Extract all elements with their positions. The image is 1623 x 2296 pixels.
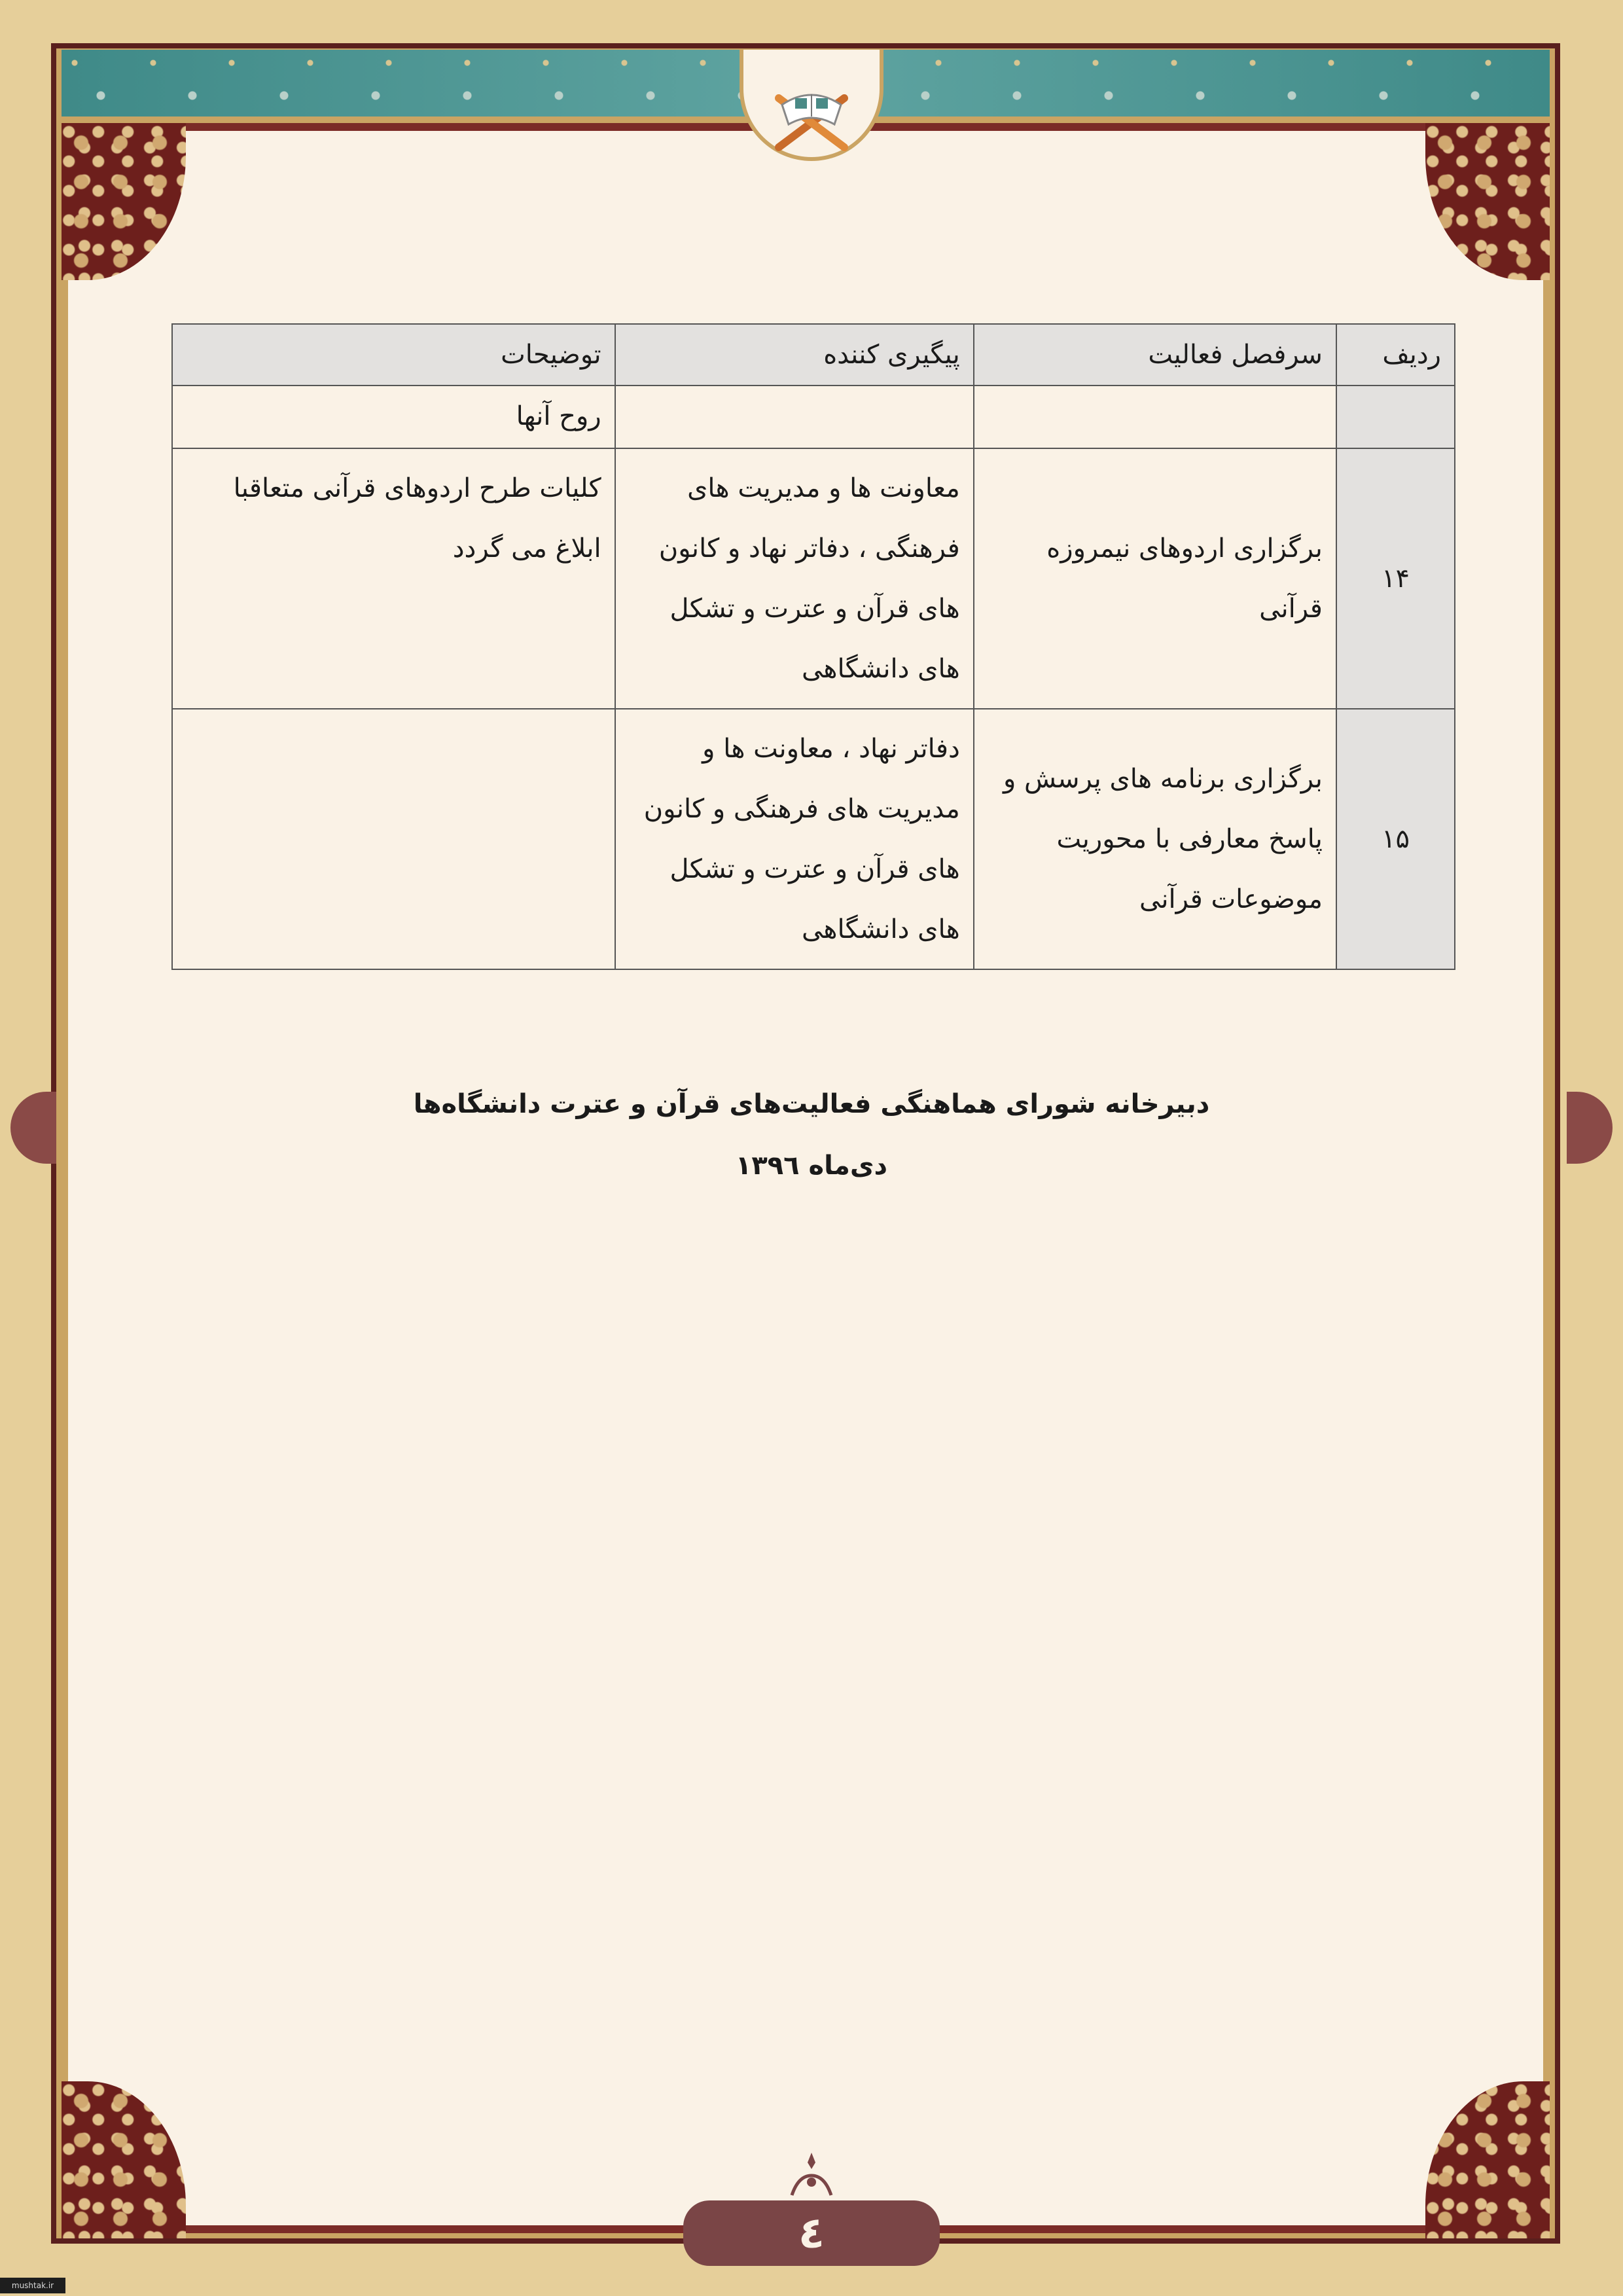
table-row xyxy=(172,386,1455,448)
header-peygiri: پیگیری کننده xyxy=(615,324,974,386)
cell-peygiri: معاونت ها و مدیریت های فرهنگی ، دفاتر نهاد و کانون های قرآن و عترت و تشکل های دانشگاهی xyxy=(615,448,974,709)
cell-radif: ۱۵ xyxy=(1336,709,1455,969)
cell-sarfasl: برگزاری برنامه های پرسش و پاسخ معارفی با محوریت موضوعات قرآنی xyxy=(974,709,1336,969)
signature-block xyxy=(327,1073,1296,1196)
cell-tozihat xyxy=(172,709,615,969)
table-row xyxy=(172,709,1455,969)
secretariat-title: دبیرخانه شورای هماهنگی فعالیت‌های قرآن و عترت دانشگاه‌ها xyxy=(413,1089,1210,1119)
page-number-badge: ٤ xyxy=(683,2200,940,2266)
document-date: دی‌ماه ١٣٩٦ xyxy=(735,1151,888,1181)
cell-radif: ۱۴ xyxy=(1336,448,1455,709)
page-badge-ornament-icon xyxy=(785,2149,838,2202)
table-header-row xyxy=(172,324,1455,386)
activities-table xyxy=(171,323,1455,970)
watermark-label: mushtak.ir xyxy=(0,2278,65,2293)
right-gold-line xyxy=(1543,123,1550,2231)
cell-sarfasl xyxy=(974,386,1336,448)
cell-peygiri xyxy=(615,386,974,448)
cell-tozihat: کلیات طرح اردوهای قرآنی متعاقبا ابلاغ می گردد xyxy=(172,448,615,709)
header-radif: ردیف xyxy=(1336,324,1455,386)
cell-sarfasl: برگزاری اردوهای نیمروزه قرآنی xyxy=(974,448,1336,709)
right-side-tab xyxy=(1567,1092,1613,1164)
left-side-tab xyxy=(10,1092,56,1164)
quran-book-icon xyxy=(769,79,854,157)
header-sarfasl: سرفصل فعالیت xyxy=(974,324,1336,386)
left-gold-line xyxy=(62,123,68,2231)
cell-peygiri: دفاتر نهاد ، معاونت ها و مدیریت های فرهنگی و کانون های قرآن و عترت و تشکل های دانشگاهی xyxy=(615,709,974,969)
table-row xyxy=(172,448,1455,709)
cell-radif xyxy=(1336,386,1455,448)
cell-tozihat: روح آنها xyxy=(172,386,615,448)
header-tozihat: توضیحات xyxy=(172,324,615,386)
